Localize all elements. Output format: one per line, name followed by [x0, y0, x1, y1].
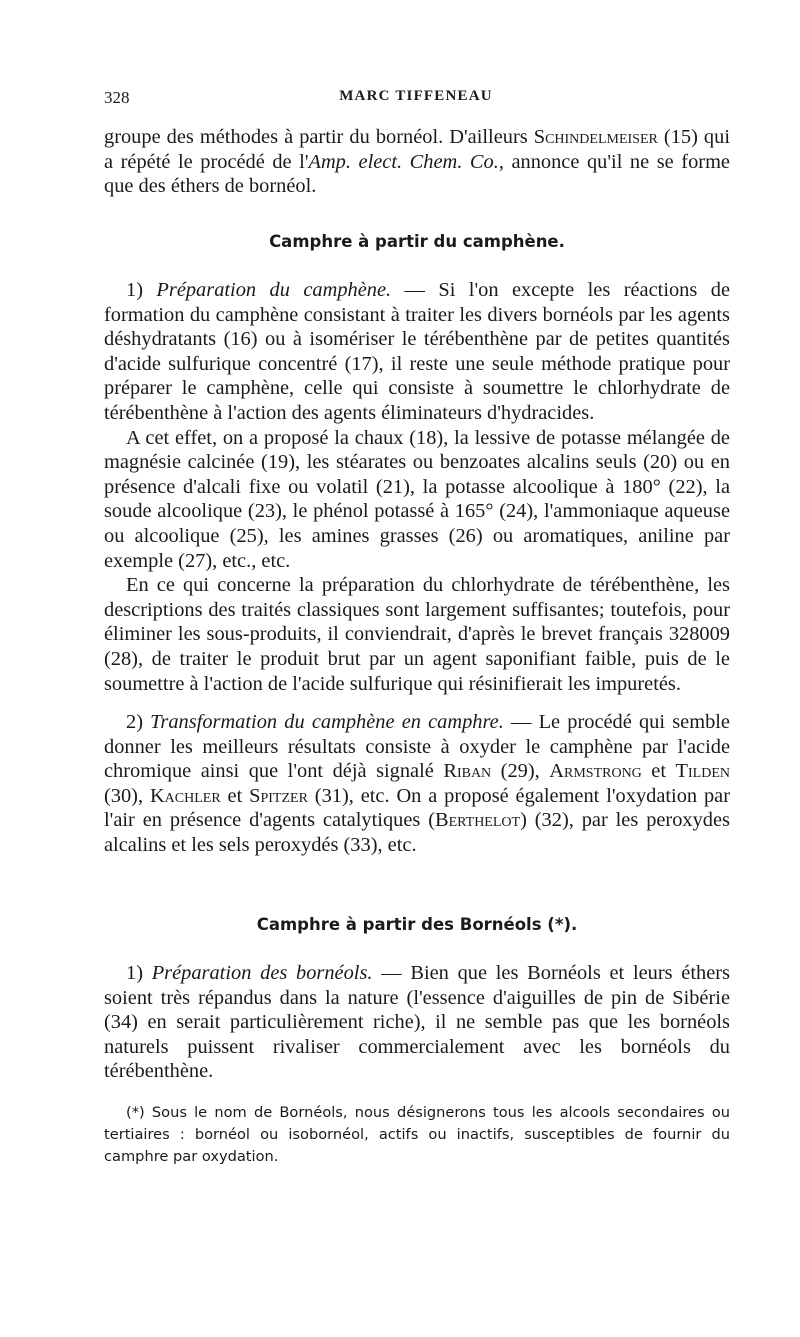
paragraph-borneols: 1) Préparation des bornéols. — Bien que les Bornéols et leurs éthers soient très répandus dans la nature (l'essence d'aiguilles de pin de Sibérie (34) en serait particulièrement riche), il ne semble pas que les bornéols naturels puissent rivaliser commercialement avec les bornéols du térébenthène. — [104, 962, 730, 1083]
section-heading-borneols: Camphre à partir des Bornéols (*). — [256, 915, 578, 934]
journal-name: Amp. elect. Chem. Co. — [308, 150, 499, 173]
running-title: MARC TIFFENEAU — [339, 88, 493, 104]
body-block-camphene — [104, 278, 730, 858]
paragraph-transformation: 2) Transformation du camphène en camphre. — Le procédé qui semble donner les meilleurs résultats consiste à oxyder le camphène par l'acide chromique ainsi que l'ont déjà signalé Riban (29), Armstrong et Tilden (30), Kachler et Spitzer (31), etc. On a proposé également l'oxydation par l'air en présence d'agents catalytiques (Berthelot) (32), par les peroxydes alcalins et les sels peroxydés (33), etc. — [104, 711, 730, 857]
paragraph-intro: groupe des méthodes à partir du bornéol. D'ailleurs Schindelmeiser (15) qui a répété le procédé de l'Amp. elect. Chem. Co., annonce qu'il ne se forme que des éthers de bornéol. — [104, 126, 730, 198]
subsection-title: Préparation des bornéols. — [151, 962, 373, 984]
author-name: Tilden — [675, 760, 730, 783]
author-name: Kachler — [149, 784, 221, 807]
footnote: (*) Sous le nom de Bornéols, nous désignerons tous les alcools secondaires ou tertiaires : bornéol ou isobornéol, actifs ou inactifs, susceptibles de fournir du camphre par oxydation. — [104, 1104, 730, 1165]
paragraph-preparation-camphene: 1) Préparation du camphène. — Si l'on excepte les réactions de formation du camphène consistant à traiter les divers bornéols par les agents déshydratants (16) ou à isomériser le térébenthène par de petites quantités d'acide sulfurique concentré (17), il reste une seule méthode pratique pour préparer le camphène, celle qui consiste à soumettre le chlorhydrate de térébenthène à l'action des agents éliminateurs d'hydracides. — [104, 279, 730, 424]
subsection-title: Transformation du camphène en camphre. — [150, 711, 504, 734]
author-name: Armstrong — [549, 760, 642, 783]
author-name: Spitzer — [249, 784, 308, 807]
page-number: 328 — [104, 88, 130, 107]
author-name: Riban — [443, 760, 492, 783]
subsection-title: Préparation du camphène. — [156, 279, 392, 301]
paragraph-reagents: A cet effet, on a proposé la chaux (18), la lessive de potasse mélangée de magnésie calcinée (19), les stéarates ou benzoates alcalins seuls (20) ou en présence d'alcali fixe ou volatil (21), la potasse alcoolique à 180° (22), la soude alcoolique (23), le phénol potassé à 165° (24), l'ammoniaque aqueuse ou alcoolique (25), les amines grasses (26) ou aromatiques, aniline par exemple (27), etc., etc. — [104, 426, 730, 572]
section-heading-camphene: Camphre à partir du camphène. — [269, 232, 565, 251]
paragraph-chlorhydrate: En ce qui concerne la préparation du chlorhydrate de térébenthène, les descriptions des traités classiques sont largement suffisantes; toutefois, pour éliminer les sous-produits, il conviendrait, d'après le brevet français 328009 (28), de traiter le produit brut par un agent saponifiant faible, puis de le soumettre à l'action de l'acide sulfurique qui résinifierait les impuretés. — [104, 574, 730, 695]
running-head — [104, 88, 728, 112]
author-name: Schindelmeiser — [533, 126, 658, 148]
author-name: Berthelot — [435, 809, 521, 832]
